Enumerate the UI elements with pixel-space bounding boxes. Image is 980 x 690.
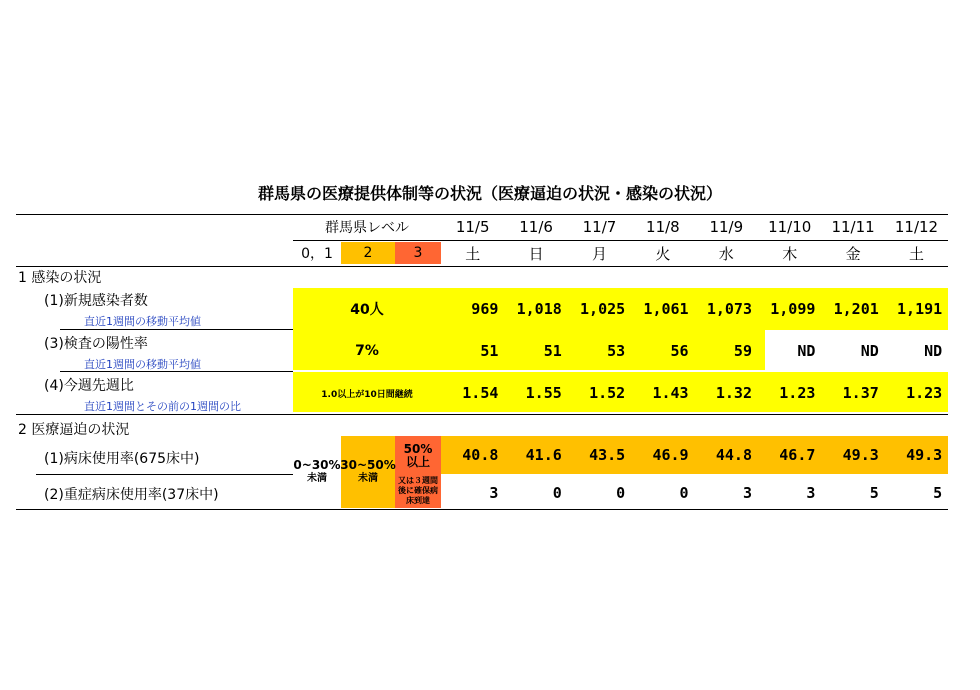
- row-positivity-sub: 直近1週間の移動平均値: [84, 358, 201, 371]
- weekday-header: 月: [591, 244, 607, 263]
- value-cell: 969: [471, 300, 499, 318]
- date-header: 11/8: [646, 218, 680, 236]
- level-3-header: 3: [395, 242, 441, 264]
- level2-threshold-value: 30~50%: [340, 458, 396, 472]
- date-header: 11/5: [455, 218, 490, 236]
- page-title: 群馬県の医療提供体制等の状況（医療逼迫の状況・感染の状況）: [257, 184, 722, 203]
- row-rule-1: [60, 329, 293, 330]
- row-positivity-threshold: 7%: [355, 343, 379, 359]
- date-header: 11/11: [831, 218, 875, 236]
- value-cell: 1,018: [516, 300, 562, 318]
- value-cell: 1,061: [643, 300, 689, 318]
- weekday-header: 木: [782, 244, 798, 263]
- section1-title: 1 感染の状況: [18, 270, 102, 286]
- row-rule-3: [36, 474, 293, 475]
- level2-threshold-note: 未満: [358, 473, 378, 484]
- value-cell: 3: [806, 484, 816, 502]
- value-cell: 1,191: [897, 300, 943, 318]
- level01-threshold: [293, 452, 341, 492]
- value-cell: 5: [869, 484, 879, 502]
- row-positivity-label: (3)検査の陽性率: [44, 336, 148, 352]
- value-cell: 41.6: [525, 446, 562, 464]
- row-ratio-sub: 直近1週間とその前の1週間の比: [84, 400, 241, 413]
- value-cell: 40.8: [462, 446, 499, 464]
- value-cell: 1.32: [715, 384, 752, 402]
- date-header: 11/7: [582, 218, 617, 236]
- row-rule-2: [60, 371, 293, 372]
- value-cell: 44.8: [715, 446, 752, 464]
- value-cell: 1,201: [833, 300, 879, 318]
- value-cell: 1.37: [842, 384, 879, 402]
- row-bed-usage-label: (1)病床使用率(675床中): [44, 451, 200, 467]
- level3-threshold-line2: 以上: [405, 455, 430, 469]
- value-cell: 49.3: [906, 446, 943, 464]
- weekday-header: 金: [845, 244, 861, 263]
- value-cell: 46.9: [652, 446, 689, 464]
- date-header: 11/6: [519, 218, 553, 236]
- value-cell: 3: [489, 484, 499, 502]
- header-divider: [293, 240, 948, 241]
- value-cell: 1.23: [779, 384, 816, 402]
- level3-threshold: [395, 438, 441, 474]
- weekday-header: 土: [465, 244, 481, 263]
- top-rule: [16, 214, 948, 215]
- value-cell: ND: [924, 342, 943, 360]
- value-cell: 3: [742, 484, 752, 502]
- date-header: 11/12: [894, 218, 939, 236]
- value-cell: 1.54: [462, 384, 499, 402]
- value-cell: 5: [933, 484, 943, 502]
- weekday-header: 水: [718, 244, 734, 263]
- value-cell: 0: [552, 484, 562, 502]
- level01-threshold-value: 0~30%: [293, 458, 341, 472]
- value-cell: 1,073: [706, 300, 752, 318]
- value-cell: 1,025: [580, 300, 626, 318]
- value-cell: 51: [543, 342, 562, 360]
- section2-rule: [16, 414, 948, 415]
- value-cell: 0: [616, 484, 626, 502]
- value-cell: 51: [480, 342, 499, 360]
- value-cell: ND: [860, 342, 879, 360]
- level2-threshold: [341, 452, 395, 492]
- level-01-header: 0，1: [301, 246, 333, 262]
- weekday-header: 日: [528, 244, 544, 263]
- row-new-cases-threshold: 40人: [350, 302, 384, 318]
- level3-threshold-value: 50%: [403, 442, 433, 456]
- value-cell: 1.43: [652, 384, 689, 402]
- row-ratio-threshold: 1.0以上が10日間継続: [321, 389, 413, 400]
- value-cell: 0: [679, 484, 689, 502]
- level-label: 群馬県レベル: [325, 220, 409, 236]
- value-cell: 53: [607, 342, 626, 360]
- weekday-header: 火: [655, 244, 671, 263]
- date-header: 11/9: [709, 218, 744, 236]
- level-2-header: 2: [341, 242, 395, 264]
- value-cell: ND: [797, 342, 816, 360]
- row-new-cases-sub: 直近1週間の移動平均値: [84, 315, 201, 328]
- section2-title: 2 医療逼迫の状況: [18, 422, 130, 438]
- value-cell: 56: [670, 342, 689, 360]
- row-ratio-label: (4)今週先週比: [44, 378, 134, 394]
- weekday-header: 土: [908, 244, 924, 263]
- value-cell: 43.5: [589, 446, 626, 464]
- date-header: 11/10: [768, 218, 812, 236]
- row-new-cases-label: (1)新規感染者数: [44, 293, 148, 309]
- value-cell: 46.7: [779, 446, 816, 464]
- bottom-rule: [16, 509, 948, 510]
- value-cell: 1.52: [589, 384, 626, 402]
- value-cell: 1,099: [770, 300, 816, 318]
- value-cell: 1.55: [525, 384, 562, 402]
- row-severe-bed-label: (2)重症病床使用率(37床中): [44, 487, 219, 503]
- value-cell: 59: [733, 342, 752, 360]
- value-cell: 1.23: [906, 384, 943, 402]
- level01-threshold-note: 未満: [307, 473, 327, 484]
- section1-rule: [16, 266, 948, 267]
- value-cell: 49.3: [842, 446, 879, 464]
- level3-threshold-note: 又は３週間後に確保病床到達: [398, 476, 438, 505]
